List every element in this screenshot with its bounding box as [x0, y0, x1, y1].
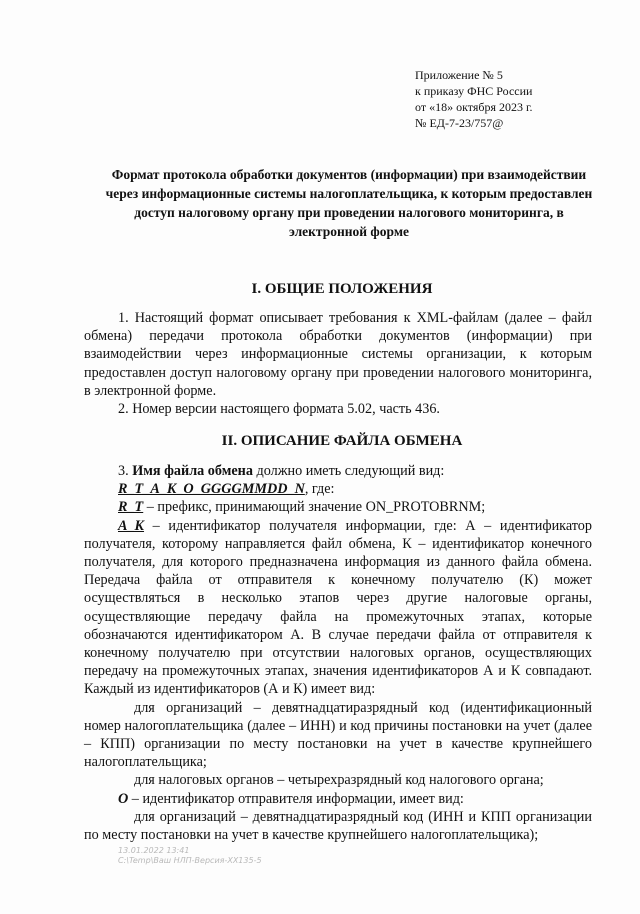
- org2-identifier-text: для организаций – девятнадцатиразрядный код (ИНН и КПП организации по месту постановки на учет в качестве крупнейшего налогоплательщика);: [84, 808, 592, 844]
- file-name-pattern: R_T_A_K_O_GGGGMMDD_N: [118, 481, 305, 498]
- annex-line-2: к приказу ФНС России: [415, 84, 533, 98]
- document-title: Формат протокола обработки документов (информации) при взаимодействии через информационные системы налогоплательщика, к которым предоставлен доступ налоговому органу при проведении налогового мониторинга, в электронной форме: [105, 167, 593, 239]
- rt-text: – префикс, принимающий значение ON_PROTOBRNM;: [143, 499, 486, 516]
- o-text: – идентификатор отправителя информации, имеет вид:: [128, 790, 464, 807]
- section-1-heading: I. ОБЩИЕ ПОЛОЖЕНИЯ: [251, 281, 433, 297]
- paragraph-3: [84, 462, 592, 480]
- pattern-rest: , где:: [304, 481, 335, 498]
- paragraph-3-rest: должно иметь следующий вид:: [252, 463, 445, 479]
- org-identifier-text: для организаций – девятнадцатиразрядный код (идентификационный номер налогоплательщика (далее – ИНН) и код причины постановки на учет (далее – КПП) организации по месту постановки на учет в качестве крупнейшего налогоплательщика;: [84, 699, 592, 771]
- section-2-heading: II. ОПИСАНИЕ ФАЙЛА ОБМЕНА: [221, 433, 463, 449]
- file-name-term: Имя файла обмена: [132, 463, 253, 479]
- ak-text: – идентификатор получателя информации, где: А – идентификатор получателя, которому направляется файл обмена, К – идентификатор конечного получателя, для которого предназначена информация из данного файла обмена. Передача файла от отправителя к конечному получателю (К) может осуществляться в несколько этапов через другие налоговые органы, осуществляющие передачу файла на промежуточных этапах, которые обозначаются идентификатором А. В случае передачи файла от отправителя к конечному получателю при отсутствии налоговых органов, осуществляющих передачу на промежуточных этапах, значения идентификаторов А и К совпадают. Каждый из идентификаторов (А и К) имеет вид:: [84, 517, 592, 698]
- ak-definition: [84, 517, 592, 699]
- annex-line-1: Приложение № 5: [415, 68, 503, 82]
- o-term: O: [118, 790, 129, 807]
- rt-definition: [84, 498, 592, 516]
- annex-line-3: от «18» октября 2023 г.: [415, 100, 533, 114]
- stamp-line-2: С:\Temp\Ваш НЛП-Версия-ХХ135-5: [118, 856, 262, 865]
- paragraph-2: 2. Номер версии настоящего формата 5.02, часть 436.: [118, 401, 440, 418]
- stamp-line-1: 13.01.2022 13:41: [118, 846, 190, 855]
- file-name-pattern-line: [84, 480, 592, 498]
- tax-identifier-text: для налоговых органов – четырехразрядный код налогового органа;: [134, 772, 544, 789]
- section-1-body: [84, 309, 592, 418]
- paragraph-3-number: 3.: [118, 463, 133, 479]
- rt-term: R_T: [118, 499, 144, 516]
- annex-line-4: № ЕД-7-23/757@: [415, 116, 504, 130]
- ak-term: A_K: [118, 517, 145, 534]
- print-stamp: [118, 846, 262, 866]
- annex-block: [415, 67, 533, 131]
- section-2-body: [84, 462, 592, 844]
- paragraph-1: 1. Настоящий формат описывает требования к XML-файлам (далее – файл обмена) передачи протокола обработки документов (информации) при взаимодействии через информационные системы организации, к которым предоставлен доступ налоговому органу при проведении налогового мониторинга, в электронной форме.: [84, 310, 592, 399]
- o-definition: [84, 790, 592, 808]
